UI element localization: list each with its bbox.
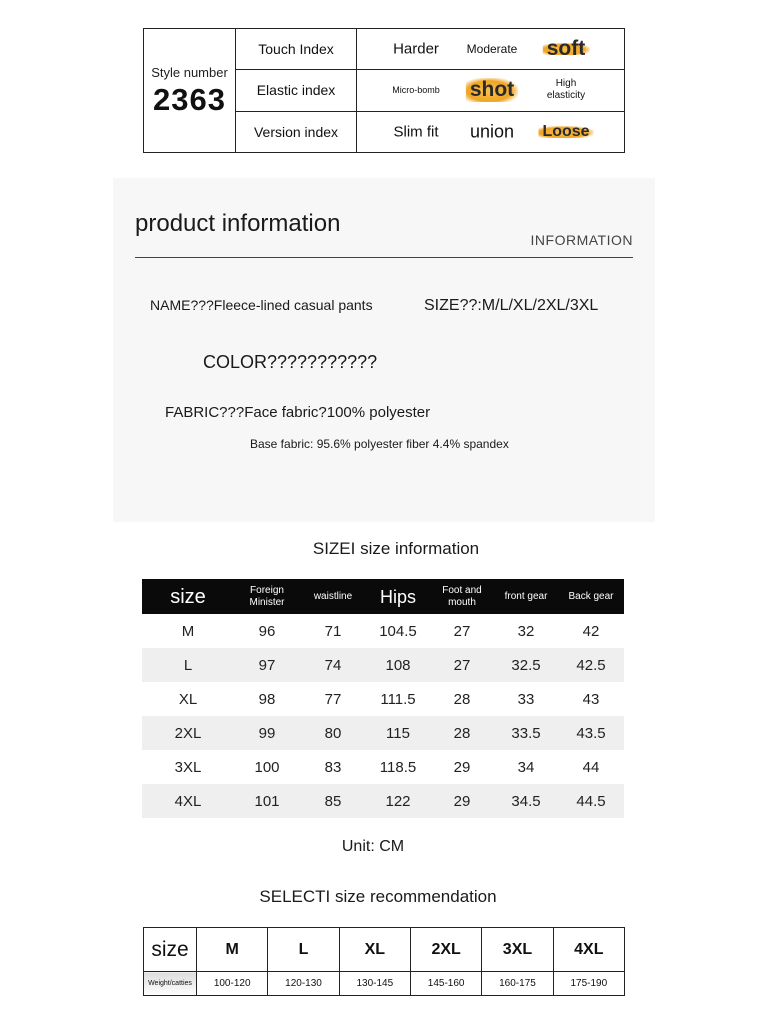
recommend-weight: 100-120 bbox=[197, 972, 268, 996]
size-cell: 80 bbox=[300, 716, 366, 750]
recommend-weight: 160-175 bbox=[482, 972, 553, 996]
size-cell: 71 bbox=[324, 622, 342, 640]
index-name: Touch Index bbox=[236, 29, 357, 70]
index-option: Moderate bbox=[466, 42, 518, 57]
info-base-fabric: Base fabric: 95.6% polyester fiber 4.4% spandex bbox=[250, 437, 509, 451]
size-cell: 28 bbox=[430, 716, 494, 750]
recommend-table bbox=[143, 927, 625, 996]
header-back: Back gear bbox=[558, 579, 624, 614]
recommend-weight: 130-145 bbox=[339, 972, 410, 996]
size-cell: 29 bbox=[430, 784, 494, 818]
unit-label: Unit: CM bbox=[341, 838, 405, 855]
size-cell: 44.5 bbox=[558, 784, 624, 818]
size-cell: 100 bbox=[254, 758, 280, 776]
size-cell: XL bbox=[178, 690, 198, 708]
size-row bbox=[142, 784, 624, 818]
size-cell: M bbox=[181, 622, 195, 640]
size-cell: 2XL bbox=[142, 716, 234, 750]
index-option-selected: Loose bbox=[538, 126, 593, 138]
recommend-weight-label: Weight/catties bbox=[144, 972, 197, 996]
header-front: front gear bbox=[494, 579, 558, 614]
size-cell: 34.5 bbox=[494, 784, 558, 818]
size-cell: 98 bbox=[258, 690, 276, 708]
recommend-size: 4XL bbox=[553, 928, 624, 972]
info-title: product information bbox=[135, 210, 341, 237]
size-cell: 32 bbox=[517, 622, 535, 640]
info-fabric: FABRIC???Face fabric?100% polyester bbox=[165, 404, 431, 421]
info-subtitle: INFORMATION bbox=[530, 232, 633, 248]
header-waist: waistline bbox=[300, 579, 366, 614]
size-cell: 99 bbox=[234, 716, 300, 750]
header-size: size bbox=[142, 579, 234, 614]
size-cell: 3XL bbox=[174, 758, 202, 776]
index-option: Harder bbox=[393, 40, 439, 58]
index-option: union bbox=[469, 121, 515, 142]
recommend-weight: 175-190 bbox=[553, 972, 624, 996]
recommend-size: XL bbox=[339, 928, 410, 972]
size-cell: 42 bbox=[582, 622, 600, 640]
size-cell: 32.5 bbox=[494, 648, 558, 682]
style-number: 2363 bbox=[153, 81, 226, 117]
size-cell: 97 bbox=[234, 648, 300, 682]
size-cell: 83 bbox=[324, 758, 342, 776]
divider bbox=[135, 257, 633, 258]
size-cell: 43.5 bbox=[558, 716, 624, 750]
size-cell: 118.5 bbox=[379, 758, 417, 776]
index-option: Micro-bomb bbox=[392, 85, 440, 96]
recommend-heading: SELECTI size recommendation bbox=[259, 887, 497, 906]
index-name: Version index bbox=[236, 111, 357, 152]
index-name: Elastic index bbox=[236, 70, 357, 111]
size-row bbox=[142, 716, 624, 750]
size-cell: 33 bbox=[517, 690, 535, 708]
recommend-size: M bbox=[197, 928, 268, 972]
style-label: Style number bbox=[151, 64, 228, 80]
header-hips: Hips bbox=[366, 579, 430, 614]
info-color: COLOR??????????? bbox=[203, 352, 378, 372]
index-option-selected: shot bbox=[466, 78, 518, 102]
size-cell: 108 bbox=[366, 648, 430, 682]
size-cell: 29 bbox=[453, 758, 471, 776]
style-cell bbox=[144, 29, 236, 153]
size-cell: 104.5 bbox=[379, 622, 417, 640]
size-cell: 27 bbox=[430, 648, 494, 682]
header-shoulder: Foreign Minister bbox=[234, 579, 300, 614]
size-cell: 27 bbox=[453, 622, 471, 640]
recommend-weight: 145-160 bbox=[410, 972, 481, 996]
size-info-heading: SIZEI size information bbox=[312, 539, 480, 558]
index-options bbox=[357, 111, 625, 152]
size-cell: 33.5 bbox=[494, 716, 558, 750]
recommend-weight: 120-130 bbox=[268, 972, 339, 996]
size-cell: 77 bbox=[324, 690, 342, 708]
recommend-size: 2XL bbox=[410, 928, 481, 972]
index-options bbox=[357, 70, 625, 111]
size-cell: 74 bbox=[300, 648, 366, 682]
size-cell: 96 bbox=[258, 622, 276, 640]
recommend-size: L bbox=[268, 928, 339, 972]
index-option: Slim fit bbox=[393, 123, 439, 141]
size-cell: 85 bbox=[300, 784, 366, 818]
size-cell: 44 bbox=[582, 758, 600, 776]
size-table bbox=[142, 579, 624, 818]
size-cell: 115 bbox=[366, 716, 430, 750]
size-row bbox=[142, 682, 624, 716]
size-cell: 111.5 bbox=[380, 690, 416, 708]
size-cell: 42.5 bbox=[558, 648, 624, 682]
header-foot: Foot and mouth bbox=[430, 579, 494, 614]
recommend-size-label: size bbox=[144, 928, 197, 972]
index-option-selected: soft bbox=[543, 43, 590, 55]
info-name: NAME???Fleece-lined casual pants bbox=[150, 297, 373, 313]
index-table bbox=[143, 28, 625, 153]
size-row bbox=[142, 750, 624, 784]
size-cell: 101 bbox=[234, 784, 300, 818]
index-options bbox=[357, 29, 625, 70]
size-row bbox=[142, 614, 624, 648]
size-cell: L bbox=[142, 648, 234, 682]
size-cell: 122 bbox=[366, 784, 430, 818]
recommend-size: 3XL bbox=[482, 928, 553, 972]
size-row bbox=[142, 648, 624, 682]
size-cell: 28 bbox=[453, 690, 471, 708]
product-info-panel bbox=[113, 178, 655, 522]
info-size: SIZE??:M/L/XL/2XL/3XL bbox=[424, 297, 599, 314]
size-cell: 43 bbox=[582, 690, 600, 708]
index-option: High elasticity bbox=[546, 78, 586, 102]
size-cell: 4XL bbox=[142, 784, 234, 818]
size-cell: 34 bbox=[517, 758, 535, 776]
